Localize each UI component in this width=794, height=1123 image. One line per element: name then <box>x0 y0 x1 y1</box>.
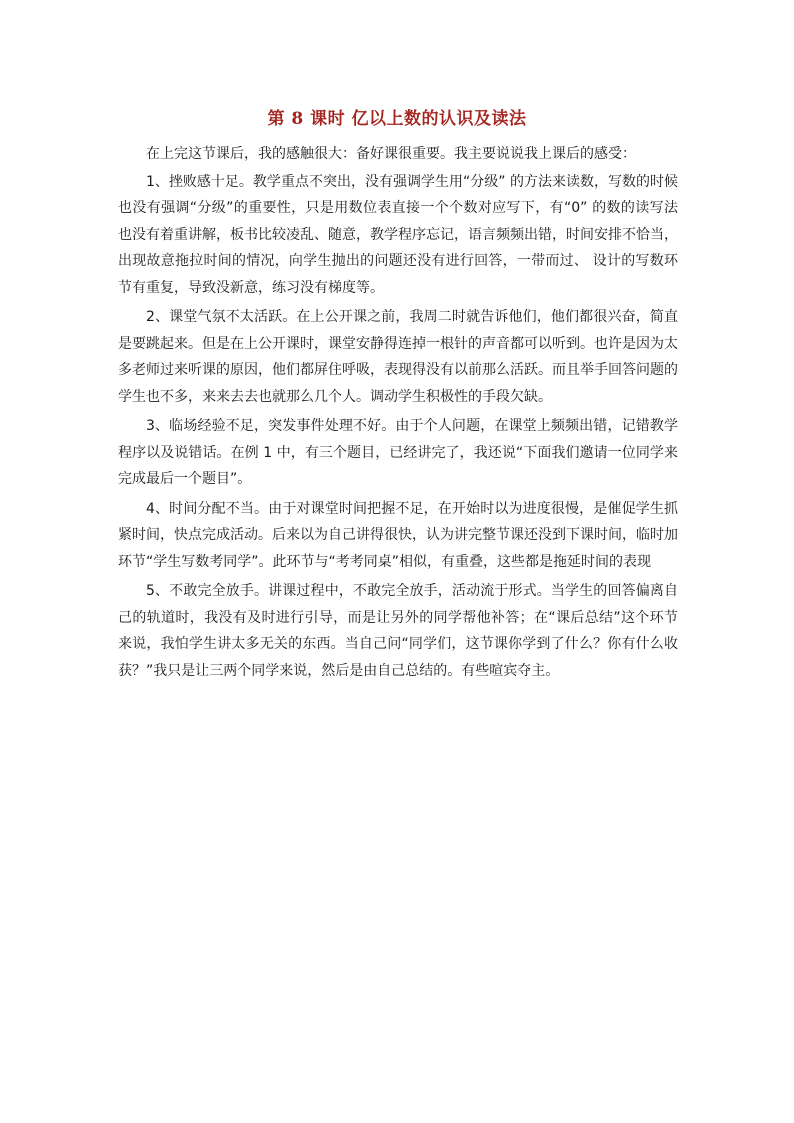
paragraph-4: 4、时间分配不当。由于对课堂时间把握不足，在开始时以为进度很慢，是催促学生抓紧时间，快点完成活动。后来以为自己讲得很快，认为讲完整节课还没到下课时间，临时加环节“学生写数考同学”。此环节与“考考同桌”相似，有重叠，这些都是拖延时间的表现 <box>118 500 678 570</box>
intro-paragraph: 在上完这节课后，我的感触很大：备好课很重要。我主要说说我上课后的感受： <box>146 146 636 162</box>
document-body <box>118 141 678 687</box>
paragraph-2: 2、课堂气氛不太活跃。在上公开课之前，我周二时就告诉他们，他们都很兴奋，简直是要跳起来。但是在上公开课时，课堂安静得连掉一根针的声音都可以听到。也许是因为太多老师过来听课的原因，他们都屏住呼吸，表现得没有以前那么活跃。而且举手回答问题的学生也不多，来来去去也就那么几个人。调动学生积极性的手段欠缺。 <box>118 309 678 405</box>
paragraph-5: 5、不敢完全放手。讲课过程中，不敢完全放手，活动流于形式。当学生的回答偏离自己的轨道时，我没有及时进行引导，而是让另外的同学帮他补答；在“课后总结”这个环节来说，我怕学生讲太多无关的东西。当自己问“同学们，这节课你学到了什么？你有什么收获？”我只是让三两个同学来说，然后是由自己总结的。有些喧宾夺主。 <box>118 583 678 679</box>
paragraph-1: 1、挫败感十足。教学重点不突出，没有强调学生用“分级” 的方法来读数，写数的时候也没有强调“分级”的重要性，只是用数位表直接一个个数对应写下，有“0” 的数的读写法也没有着重讲解，板书比较凌乱、随意，教学程序忘记，语言频频出错，时间安排不恰当，出现故意拖拉时间的情况，向学生抛出的问题还没有进行回答，一带而过、 设计的写数环节有重复，导致没新意，练习没有梯度等。 <box>118 173 678 296</box>
paragraph-3: 3、临场经验不足，突发事件处理不好。由于个人问题，在课堂上频频出错，记错教学程序以及说错话。在例 1 中，有三个题目，已经讲完了，我还说“下面我们邀请一位同学来完成最后一个题目”。 <box>118 418 678 487</box>
document-title: 第 8 课时 亿以上数的认识及读法 <box>267 109 527 129</box>
